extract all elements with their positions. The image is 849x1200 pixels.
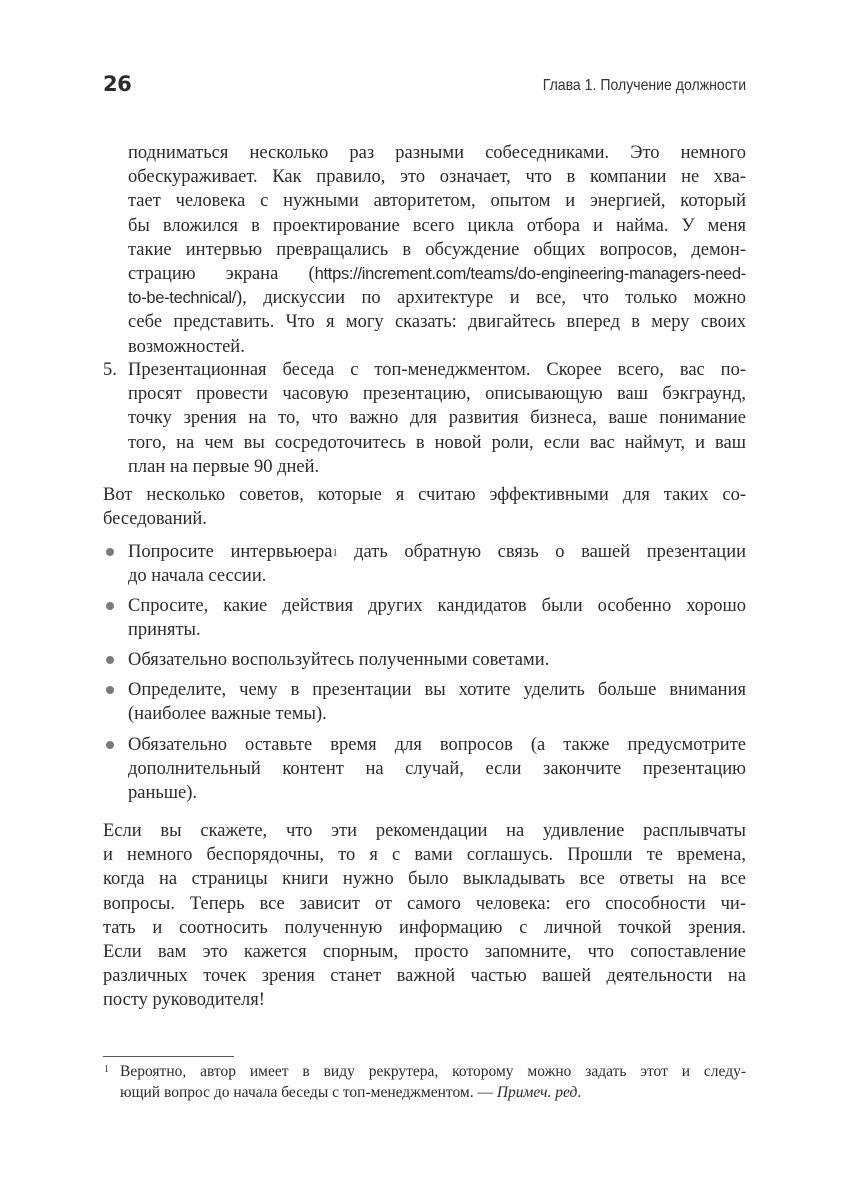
text-line [120,1082,746,1103]
text-line: обескураживает. Как правило, это означает, что в компании не хва- [128,167,746,188]
text-line [128,286,746,310]
text-line: (наиболее важные темы). [128,704,327,725]
bullet-icon [106,741,114,749]
text-line: различных точек зрения станет важной частью вашей деятельности на [103,966,746,987]
running-header [103,72,746,102]
closing-paragraph [103,819,746,1013]
text-fragment: Попросите интервьюера [128,542,333,562]
text-line: такие интервью превращались в обсуждение общих вопросов, демон- [128,239,746,260]
page-number: 26 [103,72,132,96]
list-item-4-continuation [128,141,746,359]
bullet-icon [106,602,114,610]
text-line: Если вам это кажется спорным, просто запомните, что сопоставление [103,942,746,963]
bullet-icon [106,548,114,556]
text-line: Вот несколько советов, которые я считаю эффективными для таких со- [103,485,746,505]
text-fragment: дать обратную связь о вашей презентации [337,542,746,562]
text-line: дополнительный контент на случай, если закончите презентацию [128,759,746,780]
text-line: Вероятно, автор имеет в виду рекрутера, которому можно задать этот и следу- [120,1063,746,1080]
chapter-title: Глава 1. Получение должности [542,77,746,94]
text-line: точку зрения на то, что важно для развития бизнеса, ваше понимание [128,408,746,429]
footnote-text [120,1061,746,1103]
text-line: бы вложился в проектирование всего цикла отбора и найма. У меня [128,215,746,236]
text-line: приняты. [128,620,201,641]
text-line: до начала сессии. [128,566,267,587]
text-fragment: ющий вопрос до начала беседы с топ-менеджментом. — [120,1084,497,1101]
list-number: 5. [103,360,117,380]
text-fragment: ), дискуссии по архитектуре и все, что только можно [236,288,746,309]
text-line [128,540,746,564]
text-line: Презентационная беседа с топ-менеджментом. Скорее всего, вас по- [128,360,746,380]
bullet-icon [106,686,114,694]
text-line: вопросы. Теперь все зависит от самого человека: его способности чи- [103,893,746,914]
text-line: Обязательно оставьте время для вопросов (а также предусмотрите [128,735,746,755]
text-line: подниматься несколько раз разными собеседниками. Это немного [128,143,746,163]
bullet-icon [106,656,114,664]
text-line: того, на чем вы сосредоточитесь в новой роли, если вас наймут, и ваш [128,432,746,453]
footnote-marker: 1 [104,1064,109,1075]
text-line: когда на страницы книги нужно было выкладывать все ответы на все [103,869,746,890]
bullet-item [128,648,746,672]
text-line: Если вы скажете, что эти рекомендации на удивление расплывчаты [103,821,746,841]
bullet-item [128,678,746,726]
text-line: Обязательно воспользуйтесь полученными советами. [128,650,550,670]
text-line: возможностей. [128,336,245,357]
text-line [128,262,746,286]
text-line: просят провести часовую презентацию, описывающую ваш бэкграунд, [128,384,746,405]
text-line: тать и соотносить полученную информацию с личной точкой зрения. [103,917,746,938]
text-fragment: страцию экрана ( [128,264,315,285]
text-line: беседований. [103,509,207,530]
footnote-divider [103,1056,234,1057]
intro-paragraph [103,483,746,531]
text-line: и немного беспорядочны, то я с вами соглашусь. Прошли те времена, [103,845,746,866]
text-line: Определите, чему в презентации вы хотите уделить больше внимания [128,680,746,700]
text-line: раньше). [128,783,198,804]
text-fragment: . [577,1084,582,1101]
editor-note: Примеч. ред [496,1084,578,1101]
url-link[interactable]: https://increment.com/teams/do-engineering-managers-need- [314,265,746,284]
text-line: Спросите, какие действия других кандидатов были особенно хорошо [128,596,746,616]
text-line: тает человека с нужными авторитетом, опытом и энергией, который [128,191,746,212]
footnote-reference[interactable]: 1 [332,548,338,559]
bullet-item [128,540,746,588]
url-link-continued[interactable]: to-be-technical/ [128,289,237,308]
text-line: себе представить. Что я могу сказать: двигайтесь вперед в меру своих [128,312,746,333]
list-item-5 [128,358,746,479]
text-line: план на первые 90 дней. [128,456,320,477]
text-line: посту руководителя! [103,990,265,1011]
bullet-item [128,594,746,642]
bullet-item [128,733,746,806]
